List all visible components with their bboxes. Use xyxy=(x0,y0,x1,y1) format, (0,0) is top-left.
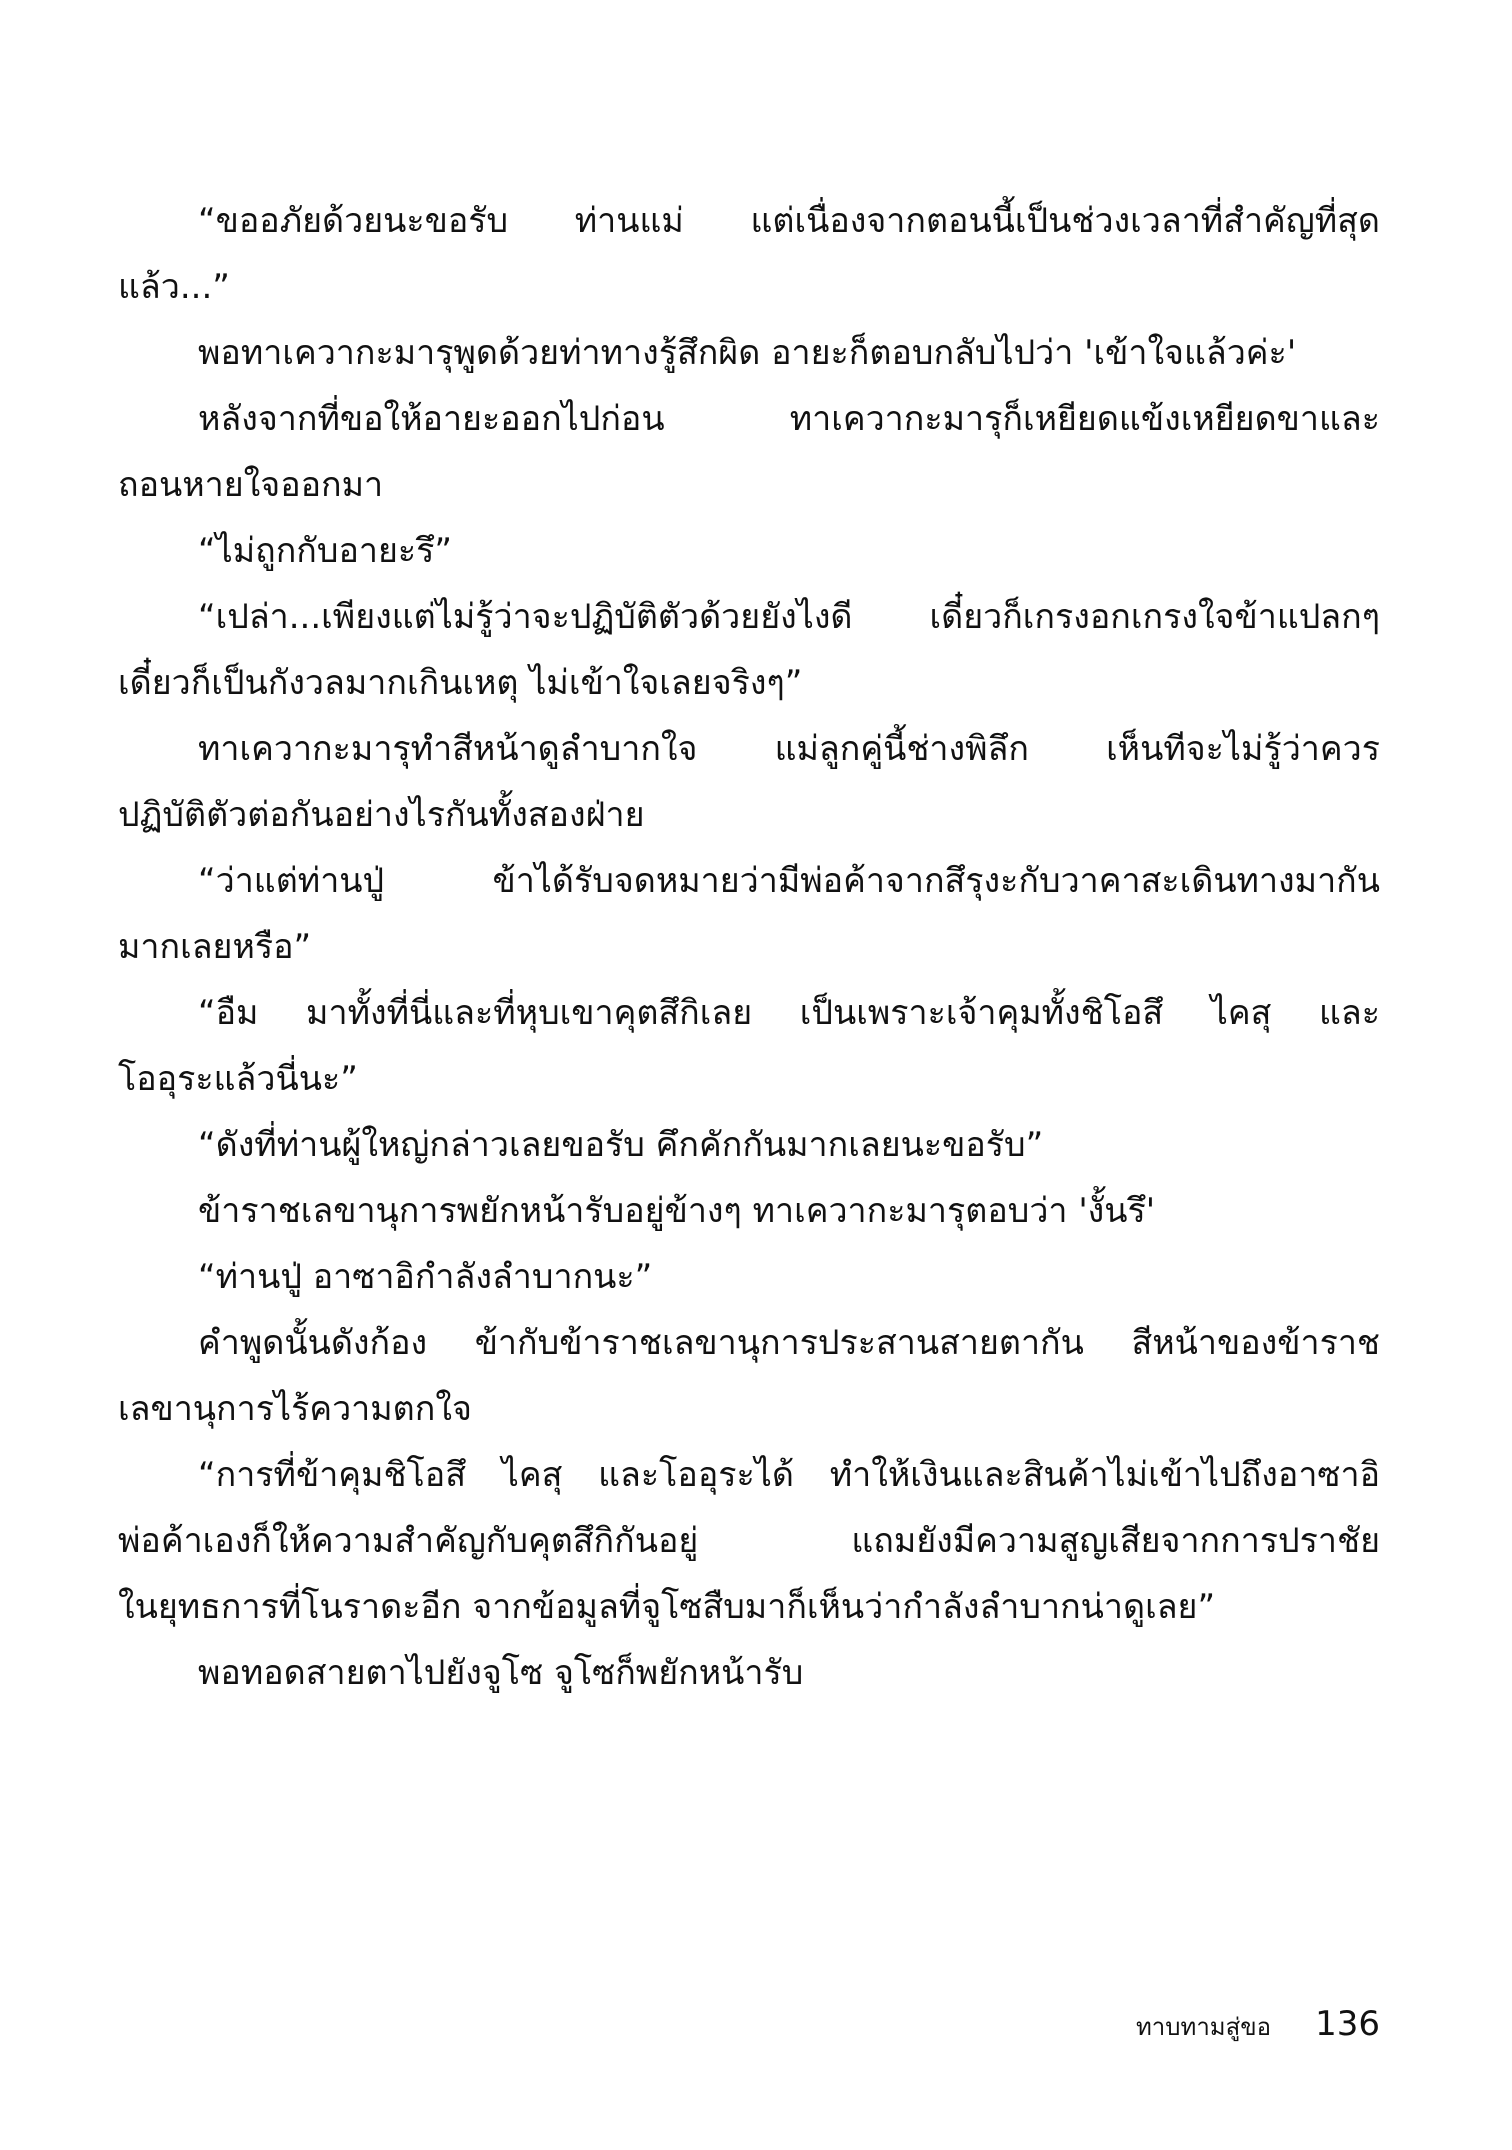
page-footer xyxy=(1136,2002,1380,2046)
paragraph-line: ถอนหายใจออกมา xyxy=(118,465,384,505)
paragraph-line: ข้าราชเลขานุการพยักหน้ารับอยู่ข้างๆ ทาเควากะมารุตอบว่า 'งั้นรึ' xyxy=(198,1191,1156,1231)
page-number: 136 xyxy=(1315,2004,1380,2044)
paragraph-line: พอทาเควากะมารุพูดด้วยท่าทางรู้สึกผิด อายะก็ตอบกลับไปว่า 'เข้าใจแล้วค่ะ' xyxy=(198,333,1297,373)
paragraph-line: “การที่ข้าคุมชิโอสึ ไคสุ และโออุระได้ ทำให้เงินและสินค้าไม่เข้าไปถึงอาซาอิ xyxy=(198,1455,1380,1495)
running-title: ทาบทามสู่ขอ xyxy=(1135,2013,1272,2041)
paragraph-line: “ขออภัยด้วยนะขอรับ ท่านแม่ แต่เนื่องจากตอนนี้เป็นช่วงเวลาที่สำคัญที่สุด xyxy=(198,201,1380,241)
paragraph-line: หลังจากที่ขอให้อายะออกไปก่อน ทาเควากะมารุก็เหยียดแข้งเหยียดขาและ xyxy=(198,399,1380,439)
paragraph-line: พ่อค้าเองก็ให้ความสำคัญกับคุตสึกิกันอยู่ แถมยังมีความสูญเสียจากการปราชัย xyxy=(118,1521,1380,1561)
paragraph-line: โออุระแล้วนี่นะ” xyxy=(118,1059,358,1099)
paragraph-line: มากเลยหรือ” xyxy=(118,927,312,967)
paragraph-line: ปฏิบัติตัวต่อกันอย่างไรกันทั้งสองฝ่าย xyxy=(118,795,645,835)
paragraph-line: พอทอดสายตาไปยังจูโซ จูโซก็พยักหน้ารับ xyxy=(198,1653,804,1693)
paragraph-line: “เปล่า...เพียงแต่ไม่รู้ว่าจะปฏิบัติตัวด้วยยังไงดี เดี๋ยวก็เกรงอกเกรงใจข้าแปลกๆ xyxy=(198,597,1380,637)
paragraph-line: แล้ว...” xyxy=(118,267,230,307)
paragraph-line: เดี๋ยวก็เป็นกังวลมากเกินเหตุ ไม่เข้าใจเลยจริงๆ” xyxy=(118,663,803,703)
paragraph-line: “ว่าแต่ท่านปู่ ข้าได้รับจดหมายว่ามีพ่อค้าจากสึรุงะกับวาคาสะเดินทางมากัน xyxy=(198,861,1380,901)
paragraph-line: ในยุทธการที่โนราดะอีก จากข้อมูลที่จูโซสืบมาก็เห็นว่ากำลังลำบากน่าดูเลย” xyxy=(118,1587,1216,1627)
paragraph-line: เลขานุการไร้ความตกใจ xyxy=(118,1389,472,1429)
paragraph-line: ทาเควากะมารุทำสีหน้าดูลำบากใจ แม่ลูกคู่นี้ช่างพิลึก เห็นทีจะไม่รู้ว่าควร xyxy=(198,729,1380,769)
paragraph-line: “ไม่ถูกกับอายะรึ” xyxy=(198,531,453,571)
paragraph-line: “อืม มาทั้งที่นี่และที่หุบเขาคุตสึกิเลย เป็นเพราะเจ้าคุมทั้งชิโอสึ ไคสุ และ xyxy=(198,993,1380,1033)
paragraph-line: “ท่านปู่ อาซาอิกำลังลำบากนะ” xyxy=(198,1257,653,1297)
paragraph-line: คำพูดนั้นดังก้อง ข้ากับข้าราชเลขานุการประสานสายตากัน สีหน้าของข้าราช xyxy=(198,1323,1380,1363)
body-text xyxy=(118,188,1380,1706)
paragraph-line: “ดังที่ท่านผู้ใหญ่กล่าวเลยขอรับ คึกคักกันมากเลยนะขอรับ” xyxy=(198,1125,1044,1165)
